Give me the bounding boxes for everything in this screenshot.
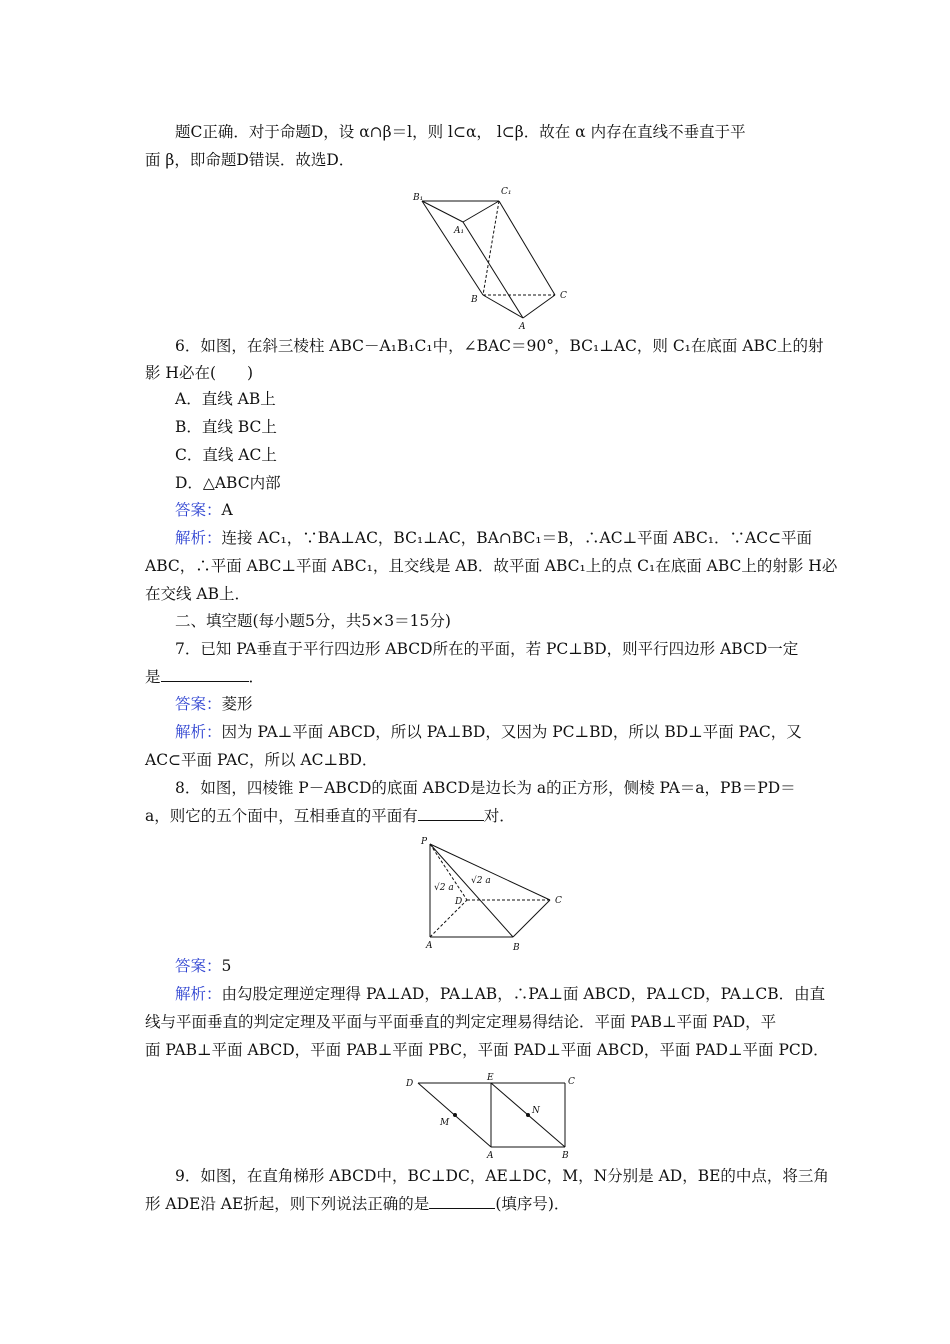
text-line: 题C正确．对于命题D，设 α∩β＝l，则 l⊂α， l⊂β．故在 α 内存在直线不垂直于平 — [175, 123, 746, 141]
q6-option-c: C．直线 AC上 — [175, 446, 277, 464]
prism-figure — [405, 180, 585, 330]
label-c1: C₁ — [501, 187, 512, 197]
q6-answer — [175, 500, 233, 520]
answer-blank — [418, 806, 484, 821]
answer-blank — [161, 667, 249, 682]
label-b: B — [562, 1151, 569, 1160]
q8-stem-line: a，则它的五个面中，互相垂直的平面有 对． — [145, 807, 515, 825]
label-m: M — [440, 1118, 450, 1128]
label-a: A — [519, 322, 526, 330]
explanation-label: 解析： — [175, 723, 222, 741]
label-c: C — [560, 291, 567, 301]
q8-answer — [175, 956, 231, 976]
label-b: B — [513, 943, 520, 953]
section-heading: 二、填空题(每小题5分，共5×3＝15分) — [175, 612, 451, 630]
answer-label: 答案： — [175, 501, 222, 519]
label-d: D — [455, 897, 463, 907]
trapezoid-figure — [400, 1070, 590, 1160]
label-a: A — [487, 1151, 494, 1160]
text-line: AC⊂平面 PAC，所以 AC⊥BD． — [145, 751, 378, 769]
label-n: N — [532, 1106, 540, 1116]
q7-stem-line: 是 ． — [145, 668, 265, 686]
label-b: B — [471, 295, 478, 305]
q9-stem-line: 9．如图，在直角梯形 ABCD中，BC⊥DC，AE⊥DC，M，N分别是 AD，BE的中点，将三角 — [175, 1167, 829, 1185]
text-line: 在交线 AB上． — [145, 585, 251, 603]
answer-label: 答案： — [175, 695, 222, 713]
label-a: A — [426, 941, 433, 951]
answer-value: 菱形 — [221, 695, 253, 713]
label-e: E — [487, 1073, 494, 1083]
label-pd-length: √2 a — [434, 883, 454, 893]
answer-label: 答案： — [175, 957, 222, 975]
q6-explanation — [175, 528, 812, 548]
q7-explanation — [175, 722, 802, 742]
label-c: C — [568, 1077, 575, 1087]
text-line: 面 β，即命题D错误．故选D． — [145, 151, 355, 169]
label-c: C — [555, 896, 562, 906]
label-pb-length: √2 a — [471, 876, 491, 886]
label-d: D — [406, 1079, 414, 1089]
explanation-label: 解析： — [175, 985, 222, 1003]
q8-stem-line: 8．如图，四棱锥 P－ABCD的底面 ABCD是边长为 a的正方形，侧棱 PA＝a，PB＝PD＝ — [175, 779, 796, 797]
answer-value: 5 — [221, 957, 232, 975]
explanation-text: 因为 PA⊥平面 ABCD，所以 PA⊥BD，又因为 PC⊥BD，所以 BD⊥平面 PAC，又 — [221, 723, 802, 741]
q6-option-d: D．△ABC内部 — [175, 474, 281, 492]
q6-stem-line: 影 H必在( ) — [145, 364, 254, 382]
q6-option-a: A．直线 AB上 — [175, 390, 276, 408]
text-line: 面 PAB⊥平面 ABCD，平面 PAB⊥平面 PBC，平面 PAD⊥平面 ABCD，平面 PAD⊥平面 PCD． — [145, 1041, 829, 1059]
q7-answer — [175, 694, 253, 714]
explanation-text: 由勾股定理逆定理得 PA⊥AD，PA⊥AB，∴PA⊥面 ABCD，PA⊥CD，PA⊥CB．由直 — [221, 985, 826, 1003]
midpoint-n — [526, 1113, 530, 1117]
text-line: ABC，∴平面 ABC⊥平面 ABC₁，且交线是 AB．故平面 ABC₁上的点 C₁在底面 ABC上的射影 H必 — [145, 557, 838, 575]
label-b1: B₁ — [413, 193, 424, 203]
q8-explanation — [175, 984, 825, 1004]
q6-option-b: B．直线 BC上 — [175, 418, 277, 436]
answer-blank — [429, 1194, 495, 1209]
midpoint-m — [453, 1113, 457, 1117]
text-line: 线与平面垂直的判定定理及平面与平面垂直的判定定理易得结论．平面 PAB⊥平面 PAD，平 — [145, 1013, 777, 1031]
answer-value: A — [221, 501, 233, 519]
q9-stem-line: 形 ADE沿 AE折起，则下列说法正确的是 (填序号)． — [145, 1195, 570, 1213]
q6-stem-line: 6．如图，在斜三棱柱 ABC－A₁B₁C₁中，∠BAC＝90°，BC₁⊥AC，则 C₁在底面 ABC上的射 — [175, 337, 824, 355]
label-a1: A₁ — [454, 226, 465, 236]
q7-stem-line: 7．已知 PA垂直于平行四边形 ABCD所在的平面，若 PC⊥BD，则平行四边形 ABCD一定 — [175, 640, 799, 658]
pyramid-figure — [415, 832, 575, 954]
label-p: P — [421, 837, 428, 847]
explanation-text: 连接 AC₁，∵BA⊥AC，BC₁⊥AC，BA∩BC₁＝B，∴AC⊥平面 ABC₁．∵AC⊂平面 — [221, 529, 813, 547]
explanation-label: 解析： — [175, 529, 222, 547]
